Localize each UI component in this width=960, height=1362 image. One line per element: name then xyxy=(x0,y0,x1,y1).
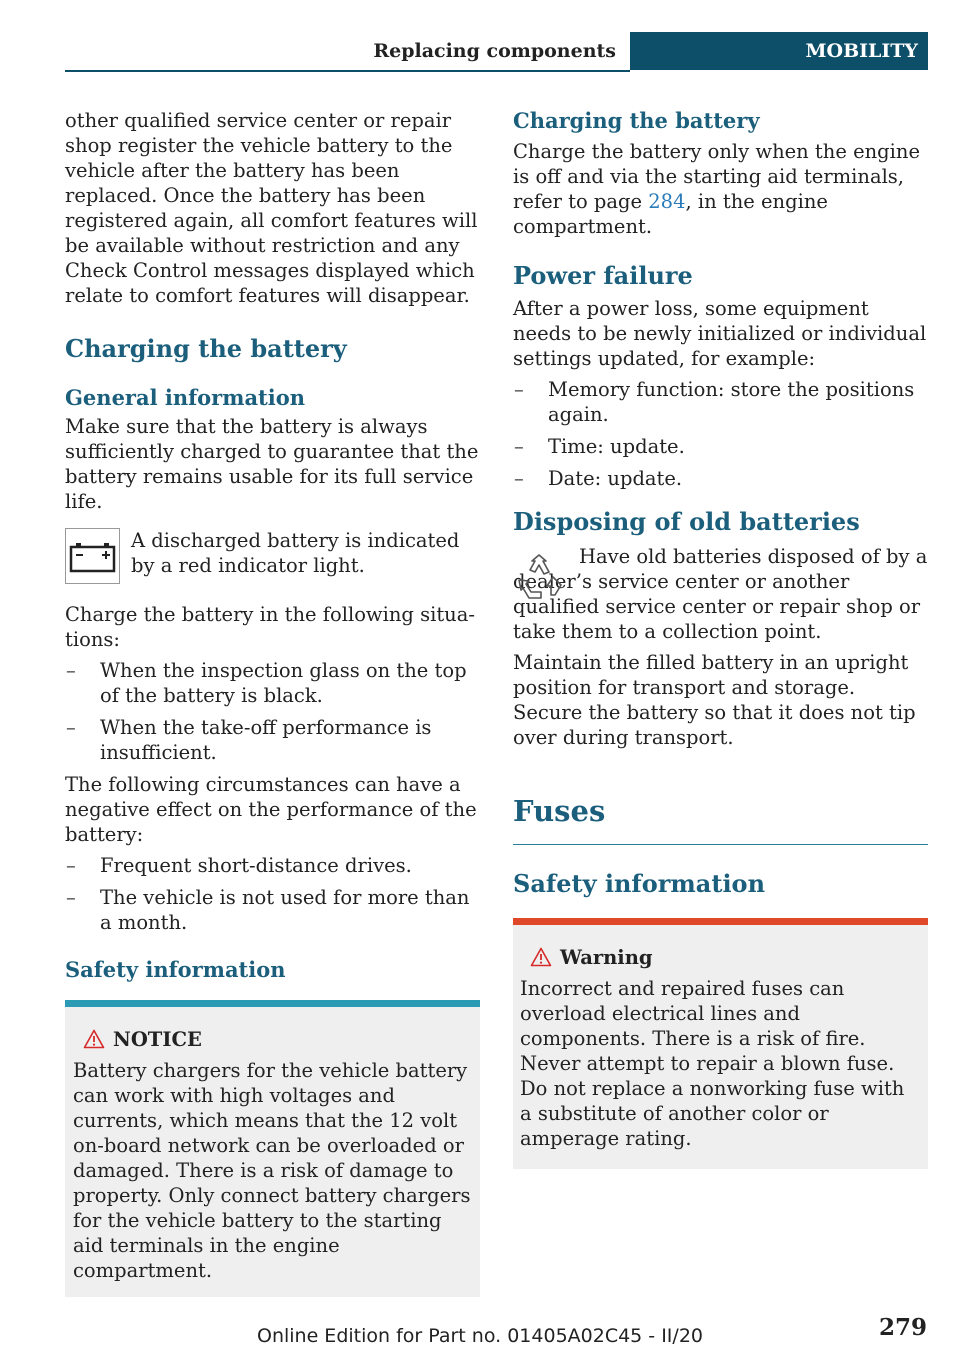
list-item: – Time: update. xyxy=(514,435,685,458)
recycle-text: Have old batteries disposed of by a dealer’s service center or another qualified service center or repair shop or take them to a collection point. xyxy=(513,545,928,643)
list-item: – When the take-off performance is insufficient. xyxy=(66,716,432,764)
list-item: – Frequent short-distance drives. xyxy=(66,854,412,877)
notice-box xyxy=(65,1000,480,1297)
power-failure-heading: Power failure xyxy=(513,261,693,290)
warning-triangle-icon xyxy=(83,1029,105,1049)
safety-heading: Safety information xyxy=(65,957,286,982)
warning-triangle-icon xyxy=(530,947,552,967)
list-item: – When the inspection glass on the top of the battery is black. xyxy=(66,659,467,707)
battery-indicator-row xyxy=(65,528,480,590)
situations-list xyxy=(65,658,480,765)
fuses-rule xyxy=(513,844,928,845)
maintain-text: Maintain the filled battery in an upright position for transport and storage. Secure the battery so that it does not tip over during transport. xyxy=(513,651,916,749)
warning-box xyxy=(513,918,928,1169)
section-title: Replacing components xyxy=(373,40,616,62)
circumstances-list xyxy=(65,853,480,935)
battery-indicator-text: A discharged battery is indicated by a red indicator light. xyxy=(131,529,460,577)
left-column xyxy=(65,108,480,1297)
page-header xyxy=(65,32,928,72)
list-item: – The vehicle is not used for more than a month. xyxy=(66,886,470,934)
chapter-tab: MOBILITY xyxy=(630,32,928,70)
recycle-icon xyxy=(513,552,565,604)
list-item: – Memory function: store the positions again. xyxy=(514,378,915,426)
charging-heading: Charging the battery xyxy=(65,334,347,363)
power-failure-text: After a power loss, some equipment needs to be newly initialized or individual settings updated, for example: xyxy=(513,297,927,370)
list-item: – Date: update. xyxy=(514,467,683,490)
header-rule xyxy=(65,70,630,72)
battery-icon xyxy=(65,528,120,584)
intro-paragraph: other qualified service center or repair shop register the vehicle battery to the vehicle after the battery has been replaced. Once the battery has been registered again, all comfort features will be available without restriction and any Check Control messages displayed which relate to comfort features will disappear. xyxy=(65,109,478,307)
notice-title: NOTICE xyxy=(73,1027,472,1052)
disposing-heading: Disposing of old batteries xyxy=(513,507,860,536)
notice-text: Battery chargers for the vehicle battery can work with high voltages and currents, which means that the 12 volt on-board network can be overloaded or damaged. There is a risk of damage to property. Only connect battery chargers for the vehicle battery to the starting aid terminals in the engine compartment. xyxy=(73,1059,471,1282)
edition-footer: Online Edition for Part no. 01405A02C45 - II/20 xyxy=(256,1325,703,1347)
circumstances-intro: The following circumstances can have a negative effect on the performance of the battery: xyxy=(65,773,477,846)
right-column xyxy=(513,108,928,1169)
power-list xyxy=(513,377,928,491)
situations-intro: Charge the battery in the following situations: xyxy=(65,603,475,651)
page-link[interactable]: 284 xyxy=(648,190,686,213)
fuses-heading: Fuses xyxy=(513,794,606,828)
page-number: 279 xyxy=(878,1314,927,1341)
general-info-text: Make sure that the battery is always sufficiently charged to guarantee that the battery remains usable for its full service life. xyxy=(65,415,479,513)
warning-title: Warning xyxy=(520,945,920,970)
charging-heading-right: Charging the battery xyxy=(513,108,760,133)
warning-text: Incorrect and repaired fuses can overload electrical lines and components. There is a risk of fire. Never attempt to repair a blown fuse. Do not replace a nonworking fuse with a substitute of another color or amperage rating. xyxy=(520,977,905,1150)
charging-text: Charge the battery only when the engine is off and via the starting aid terminals, refer to page 284, in the engine compartment. xyxy=(513,140,920,238)
recycle-row xyxy=(513,544,928,644)
general-info-heading: General information xyxy=(65,385,306,410)
fuses-safety-heading: Safety information xyxy=(513,869,766,898)
